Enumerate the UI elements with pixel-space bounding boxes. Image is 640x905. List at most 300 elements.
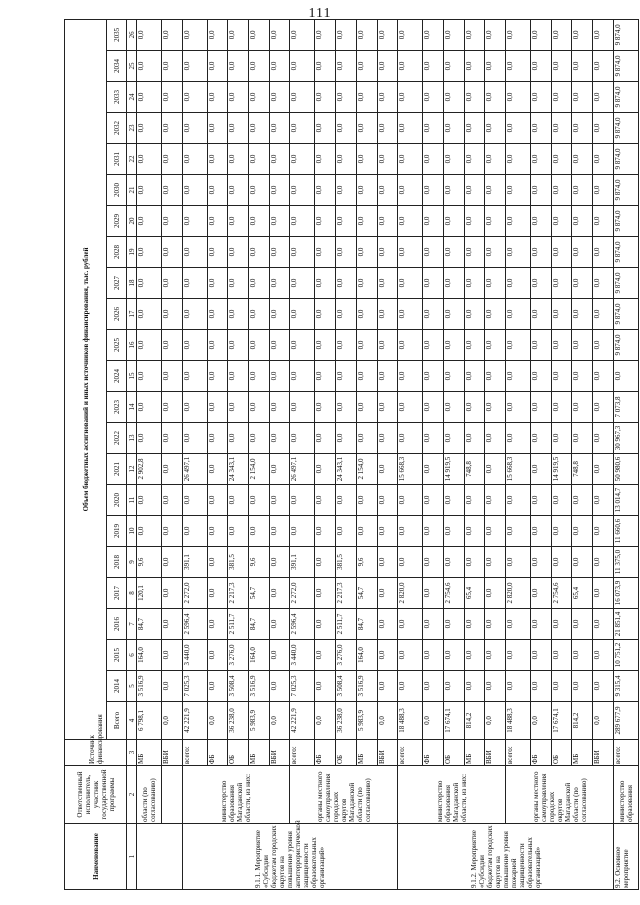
year-value: 54,7: [356, 578, 377, 609]
year-value: 65,4: [464, 578, 485, 609]
year-value: 30 967,3: [613, 423, 638, 454]
year-value: 0,0: [551, 299, 572, 330]
year-value: 0,0: [207, 51, 228, 82]
year-value: 0,0: [485, 237, 506, 268]
header-year: 2021: [107, 454, 127, 485]
year-value: 0,0: [269, 671, 290, 702]
funding-source: МБ: [356, 740, 377, 766]
year-value: 0,0: [290, 361, 315, 392]
year-value: 0,0: [315, 19, 336, 50]
year-value: 0,0: [315, 113, 336, 144]
year-value: 0,0: [207, 299, 228, 330]
year-value: 0,0: [248, 113, 269, 144]
year-value: 0,0: [531, 237, 552, 268]
year-value: 0,0: [137, 268, 162, 299]
year-value: 0,0: [506, 237, 531, 268]
year-value: 0,0: [572, 19, 593, 50]
year-value: 0,0: [398, 392, 423, 423]
funding-source: ОБ: [443, 740, 464, 766]
funding-source: ФБ: [315, 740, 336, 766]
year-value: 0,0: [315, 640, 336, 671]
header-year: 2017: [107, 578, 127, 609]
table-row: [336, 19, 357, 889]
year-value: 2 902,8: [137, 454, 162, 485]
year-value: 0,0: [443, 51, 464, 82]
year-value: 0,0: [356, 82, 377, 113]
year-value: 0,0: [377, 547, 398, 578]
column-number: 20: [127, 206, 137, 237]
year-value: 0,0: [572, 175, 593, 206]
year-value: 0,0: [593, 19, 614, 50]
year-value: 0,0: [336, 82, 357, 113]
year-value: 0,0: [485, 392, 506, 423]
table-row: [443, 19, 464, 889]
year-value: 2 754,6: [443, 578, 464, 609]
year-value: 0,0: [531, 113, 552, 144]
year-value: 0,0: [336, 51, 357, 82]
header-year: 2031: [107, 144, 127, 175]
total-value: 18 488,3: [398, 702, 423, 740]
year-value: 0,0: [207, 671, 228, 702]
year-value: 0,0: [356, 19, 377, 50]
year-value: 0,0: [398, 330, 423, 361]
year-value: 0,0: [485, 547, 506, 578]
year-value: 0,0: [182, 485, 207, 516]
year-value: 748,8: [572, 454, 593, 485]
year-value: 0,0: [290, 330, 315, 361]
year-value: 0,0: [377, 578, 398, 609]
year-value: 0,0: [336, 19, 357, 50]
year-value: 0,0: [248, 51, 269, 82]
funding-source: ФБ: [423, 740, 444, 766]
budget-table-rotated: [64, 20, 639, 890]
header-name: Наименование: [65, 824, 127, 890]
year-value: 15 668,3: [506, 454, 531, 485]
year-value: 0,0: [423, 423, 444, 454]
year-value: 0,0: [182, 19, 207, 50]
year-value: 0,0: [137, 485, 162, 516]
year-value: 0,0: [613, 361, 638, 392]
year-value: 0,0: [290, 485, 315, 516]
year-value: 0,0: [228, 485, 249, 516]
year-value: 0,0: [423, 299, 444, 330]
year-value: 0,0: [182, 330, 207, 361]
year-value: 0,0: [506, 19, 531, 50]
year-value: 54,7: [248, 578, 269, 609]
year-value: 0,0: [137, 237, 162, 268]
year-value: 0,0: [572, 51, 593, 82]
year-value: 9,6: [248, 547, 269, 578]
year-value: 0,0: [506, 640, 531, 671]
year-value: 0,0: [137, 51, 162, 82]
year-value: 2 272,0: [182, 578, 207, 609]
year-value: 0,0: [423, 206, 444, 237]
year-value: 0,0: [356, 237, 377, 268]
year-value: 0,0: [248, 485, 269, 516]
funding-source: всего:: [613, 740, 638, 766]
year-value: 0,0: [315, 268, 336, 299]
year-value: 0,0: [228, 144, 249, 175]
year-value: 2 217,3: [228, 578, 249, 609]
year-value: 0,0: [207, 516, 228, 547]
year-value: 0,0: [423, 547, 444, 578]
year-value: 0,0: [423, 392, 444, 423]
year-value: 0,0: [161, 19, 182, 50]
year-value: 0,0: [315, 485, 336, 516]
column-number: 16: [127, 330, 137, 361]
funding-source: ВБИ: [161, 740, 182, 766]
year-value: 9 874,0: [613, 175, 638, 206]
year-value: 0,0: [531, 454, 552, 485]
year-value: 0,0: [269, 206, 290, 237]
year-value: 0,0: [398, 361, 423, 392]
year-value: 0,0: [377, 516, 398, 547]
total-value: 289 677,9: [613, 702, 638, 740]
year-value: 2 272,0: [290, 578, 315, 609]
year-value: 0,0: [377, 423, 398, 454]
year-value: 0,0: [356, 51, 377, 82]
year-value: 24 343,1: [336, 454, 357, 485]
year-value: 0,0: [398, 609, 423, 640]
column-number: 24: [127, 82, 137, 113]
year-value: 0,0: [464, 330, 485, 361]
year-value: 0,0: [593, 175, 614, 206]
year-value: 0,0: [207, 237, 228, 268]
year-value: 0,0: [207, 547, 228, 578]
year-value: 0,0: [572, 609, 593, 640]
year-value: 0,0: [485, 423, 506, 454]
header-year: 2019: [107, 516, 127, 547]
year-value: 0,0: [377, 51, 398, 82]
column-number: 21: [127, 175, 137, 206]
year-value: 0,0: [593, 144, 614, 175]
year-value: 0,0: [572, 547, 593, 578]
column-number: 4: [127, 702, 137, 740]
year-value: 0,0: [182, 82, 207, 113]
year-value: 0,0: [443, 175, 464, 206]
year-value: 0,0: [248, 206, 269, 237]
header-year: 2026: [107, 299, 127, 330]
year-value: 0,0: [336, 361, 357, 392]
year-value: 0,0: [161, 299, 182, 330]
header-year: 2015: [107, 640, 127, 671]
year-value: 3 516,9: [248, 671, 269, 702]
year-value: 9 874,0: [613, 268, 638, 299]
year-value: 0,0: [269, 19, 290, 50]
year-value: 391,1: [182, 547, 207, 578]
year-value: 0,0: [464, 485, 485, 516]
total-value: 42 221,9: [290, 702, 315, 740]
year-value: 0,0: [336, 113, 357, 144]
year-value: 0,0: [228, 392, 249, 423]
year-value: 0,0: [485, 175, 506, 206]
year-value: 0,0: [398, 268, 423, 299]
column-number: 1: [127, 824, 137, 890]
total-value: 17 674,1: [443, 702, 464, 740]
year-value: 0,0: [443, 299, 464, 330]
header-responsible: Ответственный исполнитель, участник государственной программы: [65, 766, 127, 824]
year-value: 0,0: [531, 51, 552, 82]
year-value: 0,0: [137, 175, 162, 206]
year-value: 0,0: [443, 82, 464, 113]
funding-source: ОБ: [228, 740, 249, 766]
year-value: 0,0: [290, 237, 315, 268]
year-value: 0,0: [464, 51, 485, 82]
year-value: 0,0: [269, 516, 290, 547]
year-value: 0,0: [572, 671, 593, 702]
year-value: 0,0: [593, 423, 614, 454]
header-year: 2023: [107, 392, 127, 423]
year-value: 0,0: [593, 454, 614, 485]
column-number: 26: [127, 19, 137, 50]
year-value: 0,0: [485, 19, 506, 50]
year-value: 0,0: [377, 671, 398, 702]
year-value: 0,0: [443, 206, 464, 237]
column-number: 13: [127, 423, 137, 454]
year-value: 0,0: [290, 51, 315, 82]
year-value: 0,0: [356, 516, 377, 547]
year-value: 0,0: [506, 547, 531, 578]
year-value: 0,0: [290, 175, 315, 206]
responsible-executor: министерство образования: [613, 766, 638, 824]
year-value: 0,0: [315, 671, 336, 702]
year-value: 0,0: [398, 51, 423, 82]
table-row: [551, 19, 572, 889]
year-value: 7 025,3: [182, 671, 207, 702]
year-value: 0,0: [443, 671, 464, 702]
column-number: 2: [127, 766, 137, 824]
year-value: 0,0: [182, 268, 207, 299]
year-value: 0,0: [572, 206, 593, 237]
year-value: 0,0: [228, 206, 249, 237]
year-value: 9 874,0: [613, 237, 638, 268]
year-value: 2 511,7: [336, 609, 357, 640]
year-value: 0,0: [377, 361, 398, 392]
year-value: 0,0: [269, 268, 290, 299]
year-value: 0,0: [269, 485, 290, 516]
total-value: 0,0: [593, 702, 614, 740]
table-row: [506, 19, 531, 889]
table-row: [269, 19, 290, 889]
year-value: 0,0: [593, 206, 614, 237]
year-value: 0,0: [356, 206, 377, 237]
total-value: 18 488,3: [506, 702, 531, 740]
year-value: 0,0: [423, 268, 444, 299]
year-value: 0,0: [464, 206, 485, 237]
column-number: 8: [127, 578, 137, 609]
year-value: 0,0: [207, 454, 228, 485]
year-value: 0,0: [593, 671, 614, 702]
year-value: 0,0: [572, 423, 593, 454]
year-value: 0,0: [315, 206, 336, 237]
year-value: 0,0: [377, 175, 398, 206]
year-value: 0,0: [377, 640, 398, 671]
year-value: 0,0: [551, 392, 572, 423]
year-value: 0,0: [485, 268, 506, 299]
year-value: 0,0: [593, 237, 614, 268]
year-value: 0,0: [423, 671, 444, 702]
year-value: 0,0: [137, 82, 162, 113]
year-value: 0,0: [531, 671, 552, 702]
total-value: 0,0: [485, 702, 506, 740]
year-value: 2 217,3: [336, 578, 357, 609]
year-value: 0,0: [290, 144, 315, 175]
year-value: 0,0: [228, 423, 249, 454]
year-value: 0,0: [572, 361, 593, 392]
header-year: 2018: [107, 547, 127, 578]
year-value: 9,6: [356, 547, 377, 578]
year-value: 0,0: [551, 671, 572, 702]
year-value: 0,0: [531, 578, 552, 609]
header-year: 2030: [107, 175, 127, 206]
year-value: 84,7: [356, 609, 377, 640]
year-value: 0,0: [269, 423, 290, 454]
year-value: 9 874,0: [613, 19, 638, 50]
header-year: 2033: [107, 82, 127, 113]
total-value: 36 238,0: [228, 702, 249, 740]
funding-source: всего:: [506, 740, 531, 766]
table-row: [248, 19, 269, 889]
year-value: 2 820,0: [398, 578, 423, 609]
year-value: 0,0: [182, 361, 207, 392]
year-value: 0,0: [377, 299, 398, 330]
year-value: 0,0: [290, 423, 315, 454]
year-value: 0,0: [161, 82, 182, 113]
year-value: 0,0: [506, 82, 531, 113]
year-value: 16 073,9: [613, 578, 638, 609]
year-value: 0,0: [207, 268, 228, 299]
year-value: 9 315,4: [613, 671, 638, 702]
year-value: 0,0: [336, 268, 357, 299]
year-value: 0,0: [531, 19, 552, 50]
year-value: 0,0: [593, 361, 614, 392]
year-value: 11 660,6: [613, 516, 638, 547]
year-value: 0,0: [269, 51, 290, 82]
year-value: 0,0: [485, 82, 506, 113]
year-value: 0,0: [551, 516, 572, 547]
year-value: 0,0: [443, 547, 464, 578]
year-value: 0,0: [423, 19, 444, 50]
header-year: 2028: [107, 237, 127, 268]
total-value: 0,0: [377, 702, 398, 740]
year-value: 0,0: [248, 175, 269, 206]
year-value: 0,0: [485, 671, 506, 702]
year-value: 0,0: [572, 237, 593, 268]
year-value: 0,0: [315, 82, 336, 113]
year-value: 14 919,5: [551, 454, 572, 485]
table-row: [593, 19, 614, 889]
year-value: 0,0: [356, 268, 377, 299]
year-value: 0,0: [464, 237, 485, 268]
year-value: 0,0: [572, 640, 593, 671]
header-year: 2016: [107, 609, 127, 640]
year-value: 0,0: [593, 113, 614, 144]
year-value: 0,0: [182, 299, 207, 330]
funding-source: ВБИ: [593, 740, 614, 766]
column-number: 7: [127, 609, 137, 640]
year-value: 0,0: [531, 485, 552, 516]
year-value: 0,0: [161, 268, 182, 299]
year-value: 0,0: [443, 268, 464, 299]
year-value: 0,0: [423, 330, 444, 361]
year-value: 0,0: [398, 423, 423, 454]
year-value: 0,0: [464, 144, 485, 175]
year-value: 0,0: [137, 206, 162, 237]
year-value: 0,0: [248, 392, 269, 423]
year-value: 0,0: [464, 19, 485, 50]
year-value: 0,0: [593, 609, 614, 640]
year-value: 0,0: [248, 330, 269, 361]
year-value: 0,0: [464, 299, 485, 330]
year-value: 0,0: [593, 547, 614, 578]
year-value: 0,0: [593, 485, 614, 516]
funding-source: МБ: [572, 740, 593, 766]
year-value: 0,0: [315, 299, 336, 330]
year-value: 0,0: [248, 237, 269, 268]
year-value: 0,0: [572, 392, 593, 423]
year-value: 7 073,8: [613, 392, 638, 423]
year-value: 0,0: [248, 361, 269, 392]
table-row: [464, 19, 485, 889]
year-value: 0,0: [506, 392, 531, 423]
year-value: 0,0: [531, 361, 552, 392]
total-value: 0,0: [315, 702, 336, 740]
year-value: 0,0: [269, 330, 290, 361]
year-value: 0,0: [506, 609, 531, 640]
year-value: 0,0: [398, 516, 423, 547]
year-value: 0,0: [290, 268, 315, 299]
year-value: 0,0: [269, 640, 290, 671]
year-value: 0,0: [207, 206, 228, 237]
year-value: 0,0: [161, 361, 182, 392]
year-value: 0,0: [551, 175, 572, 206]
responsible-executor: [161, 766, 182, 824]
year-value: 0,0: [398, 299, 423, 330]
year-value: 0,0: [531, 547, 552, 578]
year-value: 0,0: [572, 144, 593, 175]
year-value: 26 497,1: [290, 454, 315, 485]
year-value: 0,0: [207, 19, 228, 50]
year-value: 3 516,9: [356, 671, 377, 702]
table-row: [423, 19, 444, 889]
year-value: 0,0: [443, 361, 464, 392]
year-value: 0,0: [531, 392, 552, 423]
year-value: 0,0: [485, 485, 506, 516]
measure-name-cell: [137, 824, 183, 890]
year-value: 0,0: [377, 330, 398, 361]
header-year: 2032: [107, 113, 127, 144]
year-value: 0,0: [269, 113, 290, 144]
year-value: 0,0: [207, 113, 228, 144]
year-value: 0,0: [531, 206, 552, 237]
column-number: 11: [127, 485, 137, 516]
year-value: 0,0: [290, 113, 315, 144]
year-value: 0,0: [161, 175, 182, 206]
year-value: 0,0: [161, 330, 182, 361]
year-value: 0,0: [531, 82, 552, 113]
header-year: 2022: [107, 423, 127, 454]
year-value: 0,0: [161, 51, 182, 82]
year-value: 0,0: [506, 268, 531, 299]
year-value: 0,0: [485, 578, 506, 609]
total-value: 0,0: [269, 702, 290, 740]
year-value: 0,0: [161, 144, 182, 175]
year-value: 164,0: [248, 640, 269, 671]
year-value: 9,6: [137, 547, 162, 578]
year-value: 0,0: [464, 113, 485, 144]
year-value: 0,0: [551, 330, 572, 361]
year-value: 0,0: [356, 361, 377, 392]
